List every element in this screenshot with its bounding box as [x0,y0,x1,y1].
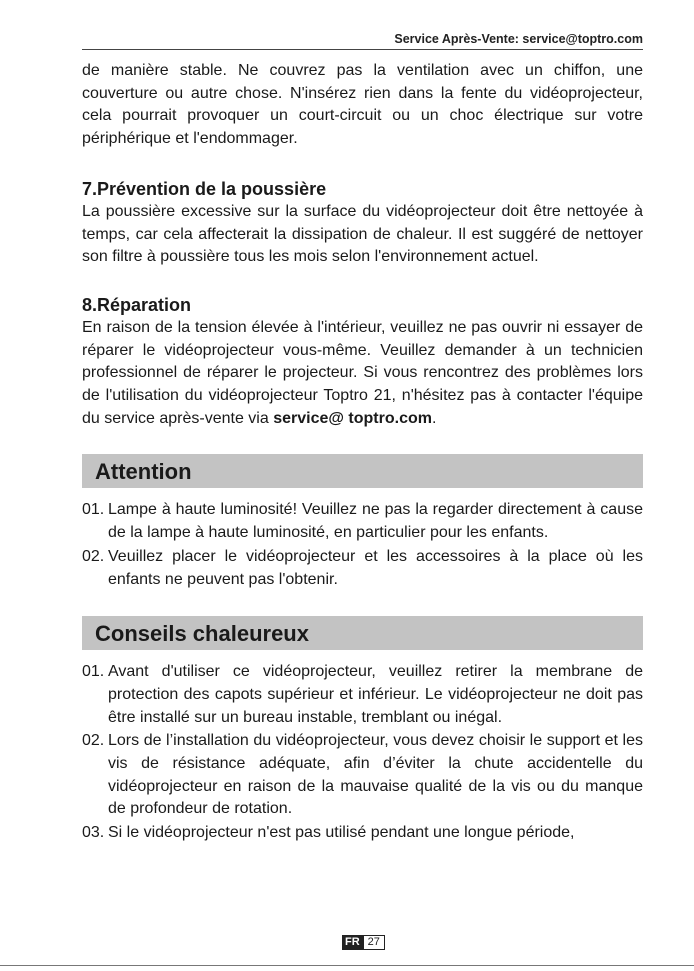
intro-paragraph: de manière stable. Ne couvrez pas la ventilation avec un chiffon, une couverture ou autre chose. N'insérez rien dans la fente du vidéoprojecteur, cela pourrait provoquer un court-circuit ou un choc électrique sur votre périphérique et l'endommager. [82,62,643,148]
attention-item-number: 01. [82,501,105,519]
tips-list [82,661,643,845]
tips-item-number: 03. [82,824,105,842]
attention-item-text: Veuillez placer le vidéoprojecteur et les accessoires à la place où les enfants ne peuvent pas l'obtenir. [108,547,643,588]
tips-item-text: Si le vidéoprojecteur n'est pas utilisé pendant une longue période, [108,824,575,842]
section-7-body: La poussière excessive sur la surface du vidéoprojecteur doit être nettoyée à temps, car cela affecterait la dissipation de chaleur. Il est suggéré de nettoyer son filtre à poussière tous les mois selon l'environnement actuel. [82,202,643,266]
language-tag: FR [342,935,363,950]
attention-item-1 [82,499,643,544]
page-header: Service Après-Vente: service@toptro.com [394,32,643,46]
header-divider [82,49,643,50]
section-8-title: 8.Réparation [82,294,192,315]
page-content [82,60,643,845]
attention-heading: Attention [82,454,643,488]
support-email: service@ toptro.com [273,409,432,427]
section-7-title: 7.Prévention de la poussière [82,178,327,199]
tips-heading: Conseils chaleureux [82,616,643,650]
page-number [342,935,385,950]
tips-item-number: 02. [82,732,105,750]
tips-item-3 [82,822,643,845]
section-8-end: . [431,409,437,427]
attention-list [82,499,643,591]
tips-item-number: 01. [82,663,105,681]
tips-item-2 [82,730,643,821]
tips-item-text: Lors de l’installation du vidéoprojecteur, vous devez choisir le support et les vis de résistance adéquate, afin d’éviter la chute accidentelle du vidéoprojecteur en raison de la mauvaise qualité de la vis ou du manque de profondeur de rotation. [108,732,643,818]
bottom-divider [0,965,694,966]
attention-item-text: Lampe à haute luminosité! Veuillez ne pas la regarder directement à cause de la lampe à haute luminosité, en particulier pour les enfants. [108,501,643,542]
section-8-body [82,317,643,431]
section-8-text: En raison de la tension élevée à l'intérieur, veuillez ne pas ouvrir ni essayer de réparer le vidéoprojecteur vous-même. Veuillez demander à un technicien professionnel de réparer le projecteur. Si vous rencontrez des problèmes lors de l'utilisation du vidéoprojecteur Toptro 21, n'hésitez pas à contacter l'équipe du service après-vente via [82,318,643,427]
attention-item-2 [82,546,643,591]
tips-item-text: Avant d'utiliser ce vidéoprojecteur, veuillez retirer la membrane de protection des capots supérieur et inférieur. Le vidéoprojecteur ne doit pas être installé sur un bureau instable, tremblant ou inégal. [108,663,643,726]
page-number-value: 27 [363,935,385,950]
attention-item-number: 02. [82,547,105,565]
tips-item-1 [82,661,643,729]
